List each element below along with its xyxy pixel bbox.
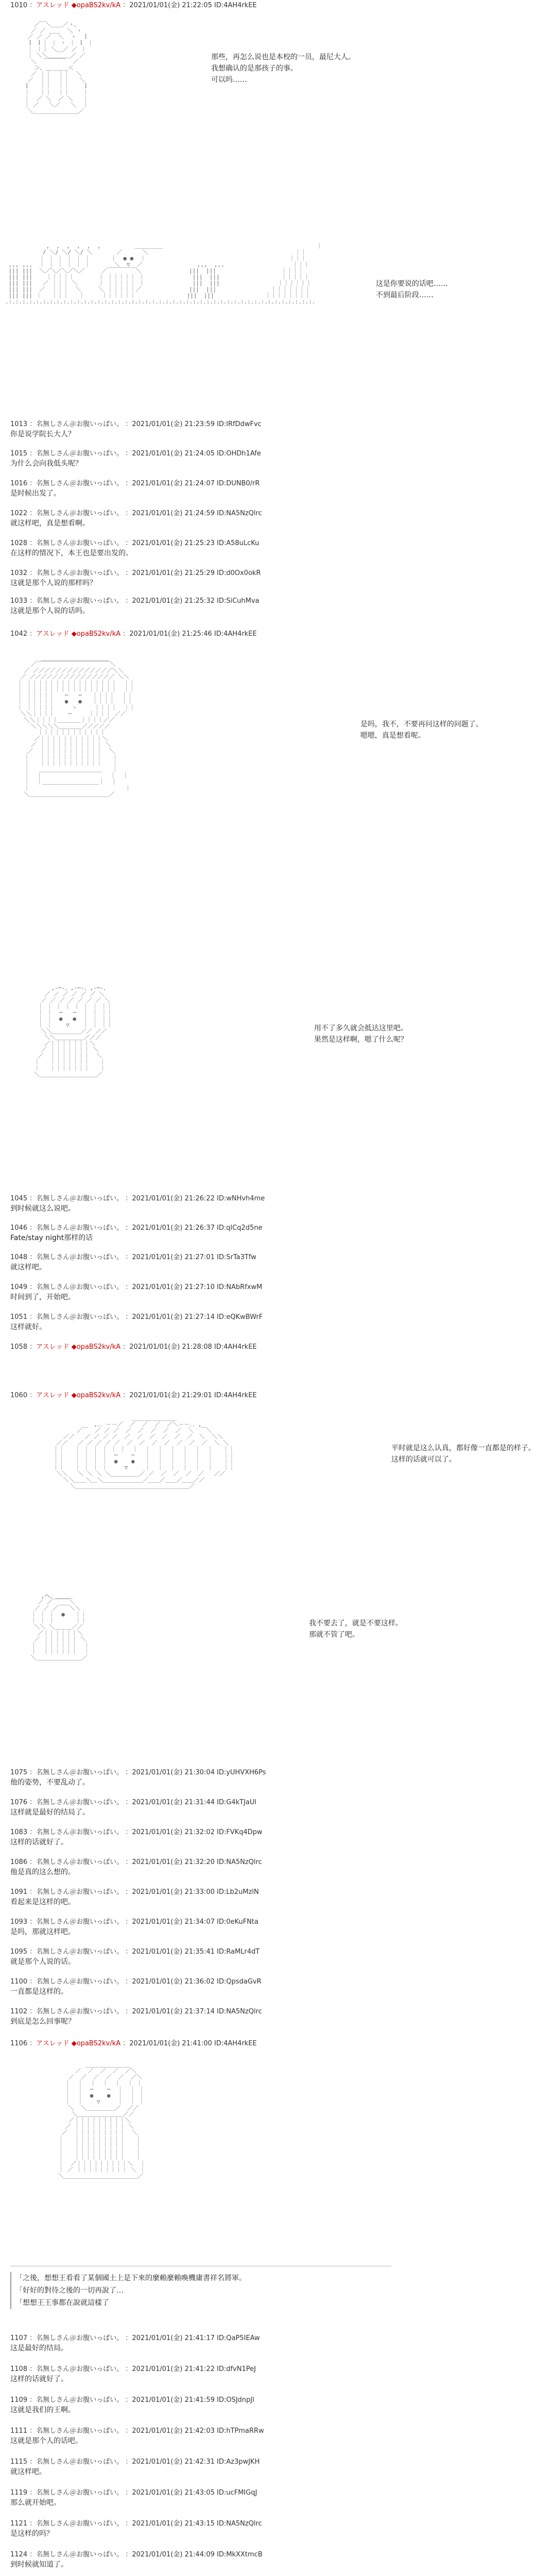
post-header: 1083 ：名無しさん＠お腹いっぱい。 ：2021/01/01(金) 21:32:02 ID:FVKq4Dpw <box>10 1828 263 1836</box>
post-message: 那么就开始吧。 <box>10 2499 61 2507</box>
post-message: 就这样吧。 <box>10 2468 46 2476</box>
post-header: 1121 ：名無しさん＠お腹いっぱい。 ：2021/01/01(金) 21:43:15 ID:NA5NzQlrc <box>10 2520 262 2528</box>
post-header: 1058 ：アスレッド ◆opaBS2kv/kA ：2021/01/01(金) 21:28:08 ID:4AH4rkEE <box>10 1343 257 1351</box>
post-header: 1100 ：名無しさん＠お腹いっぱい。 ：2021/01/01(金) 21:36:02 ID:QpsdaGvR <box>10 1978 262 1986</box>
post-header: 1048 ：名無しさん＠お腹いっぱい。 ：2021/01/01(金) 21:27:01 ID:SrTa3Tfw <box>10 1253 256 1261</box>
ascii-art-figure: ,-─-、,-─-、,-─-、 ／ ／ ／ ／ ／ ／ ＼ ／ ／ ／ ／ ／ ／ ／ ＼ ｜ ｜ ｜ ｜ ｜ ｜ ｜ ｜｜ ｜ ｜ ─ ─ ｜ ｜ ｜｜ ｜ ｜ ● ● ｜ ｜ ｜｜ ｜ ｜ ▽ ｜ ｜ ｜｜ ＼＼＿＿＿＿＿／／ ／／ ＼＼＿＿＿＿＿／／／ ／｜｜｜｜｜｜｜＼ ／ ｜｜｜｜｜｜｜ ＼ ／ ｜｜｜｜｜｜｜ ＼ ｜ ｜｜｜｜｜｜｜ ｜ ｜ ｜｜｜｜｜｜｜ ｜ ＼＿＿＿＿＿＿＿＿＿＿／ <box>34 985 113 1078</box>
dialogue-block: 我不要去了，就是不要这样。 那就不管了吧。 <box>309 1619 403 1639</box>
ascii-art-figure: ＿＿＿＿＿＿＿＿ ／ ／ ／ ／ ／＼ ／ ／ ／ ／ ／ ／＼ ｜ ｜ ｜ ｜ ｜ ｜ ｜ ｜ ｜ ─ ─ ｜ ｜ ｜ ｜ ｜ ● ● ｜ ｜ ｜ ｜ ｜ ▽ ｜ ｜ ｜ ＼ ＼＿＿＿＿＿／ ／／ ＼＿＿＿＿＿＿＿＿／／ ／｜｜｜｜｜｜｜｜｜＼ ／ ｜｜｜｜｜｜｜｜｜ ＼ ／ ｜｜｜｜｜｜｜｜｜ ＼ ｜ ｜｜｜｜｜｜｜｜｜ ｜ ｜ ｜｜｜｜｜｜｜｜｜ ｜ ｜ ｜｜｜｜｜｜｜｜｜ ｜ ｜ ｜｜｜｜｜｜｜｜｜ ｜ ｜ ／｜｜｜｜｜｜｜｜｜＼ ｜ ｜ ／ ｜｜｜｜｜｜｜｜｜ ＼ ｜ ＼＿＿＿＿＿＿＿＿＿＿＿＿＿／ <box>58 2061 146 2179</box>
post-header: 1076 ：名無しさん＠お腹いっぱい。 ：2021/01/01(金) 21:31:44 ID:G4kTJaUl <box>10 1799 257 1806</box>
post-header: 1124 ：名無しさん＠お腹いっぱい。 ：2021/01/01(金) 21:44:09 ID:MkXXtmcB <box>10 2551 263 2558</box>
post-message: 这样的话就好了。 <box>10 1838 68 1846</box>
post-message: 这样的话就好了。 <box>10 2375 68 2383</box>
post-message: 是这样的吗？ <box>10 2530 54 2538</box>
post-header: 1093 ：名無しさん＠お腹いっぱい。 ：2021/01/01(金) 21:34:07 ID:0eKuFNta <box>10 1918 259 1926</box>
dialogue-block: 用不了多久就会抵达这里吧。 果然是这样啊，嗯了什么呢？ <box>314 1024 408 1044</box>
post-message: 到时候就知道了。 <box>10 2561 68 2569</box>
post-header: 1108 ：名無しさん＠お腹いっぱい。 ：2021/01/01(金) 21:41:22 ID:dfvN1PeJ <box>10 2365 256 2373</box>
post-message: 就这样吧，真是想看啊。 <box>10 519 90 528</box>
post-header: 1010 ：アスレッド ◆opaBS2kv/kA ：2021/01/01(金) 21:22:05 ID:4AH4rkEE <box>10 2 257 9</box>
post-header: 1109 ：名無しさん＠お腹いっぱい。 ：2021/01/01(金) 21:41:59 ID:OSJdnpJl <box>10 2396 254 2404</box>
post-message: 就是那个人说的话。 <box>10 1958 75 1966</box>
post-header: 1106 ：アスレッド ◆opaBS2kv/kA ：2021/01/01(金) 21:41:00 ID:4AH4rkEE <box>10 2040 257 2047</box>
post-header: 1046 ：名無しさん＠お腹いっぱい。 ：2021/01/01(金) 21:26:37 ID:qlCq2d5ne <box>10 1224 263 1232</box>
post-message: 这样就是最好的结局了。 <box>10 1808 90 1817</box>
post-header: 1032 ：名無しさん＠お腹いっぱい。 ：2021/01/01(金) 21:25:29 ID:d0Ox0okR <box>10 569 261 577</box>
post-message: 这样就好。 <box>10 1323 46 1331</box>
post-header: 1107 ：名無しさん＠お腹いっぱい。 ：2021/01/01(金) 21:41:17 ID:QaP5IEAw <box>10 2334 260 2342</box>
post-message: 这就是我们的王啊。 <box>10 2406 75 2414</box>
post-header: 1111 ：名無しさん＠お腹いっぱい。 ：2021/01/01(金) 21:42:03 ID:hTPmaRRw <box>10 2427 264 2435</box>
post-message: 看起来是这样的吧。 <box>10 1898 75 1906</box>
post-message: 这就是那个人的话吧。 <box>10 2437 82 2445</box>
dialogue-block: 这是你要说的话吧…… 不到最后阶段…… <box>376 280 448 299</box>
ascii-art-scene: , , , , , , ＿＿＿＿＿ ｜ / ＼/ ＼/ ＼/ ＼ ／ ＼ ｜｜ ｜ ｜ ｜ ｜ ｜ ｜ ｜ ● ● ｜ ｜｜｜ ,,, ,,, ｜ ｜ ｜ ｜ ｜ ｜ ＼ ▽ ／ ,,, ,,, ｜｜｜ ||| ||| ＼／＼／＼／＼／ ／￣￣￣￣￣＼ ||| ||| ｜｜｜｜ ||| ||| ｜｜｜｜｜ ｜ ｜｜｜｜｜ ｜ ||| ||| ｜｜｜｜｜ ||| ||| ／ ｜｜｜ ＼ ｜ ｜｜｜｜｜ ｜ ||| ||| ｜｜｜｜｜｜ ||| ||| ／ ｜｜｜ ＼ ＼ ｜｜｜｜｜／ ||| ||| ｜｜｜｜｜｜｜ ||| ||| ｜ ｜｜｜ ｜ ｜｜｜｜｜｜ ||| ||| ｜｜｜｜｜｜｜｜ .:.:.:.:.:.:.:.:.:.:.:.:.:.:.:.:.:.:.:.:.:.:.:.:.:.:.:.:.:.:.:.:.:.:.:.:.:.:.:.:.:.:.:.:.:. <box>5 243 322 305</box>
post-header: 1022 ：名無しさん＠お腹いっぱい。 ：2021/01/01(金) 21:24:59 ID:NA5NzQlrc <box>10 510 262 517</box>
post-header: 1119 ：名無しさん＠お腹いっぱい。 ：2021/01/01(金) 21:43:05 ID:ucFMIGqJ <box>10 2489 257 2497</box>
post-header: 1086 ：名無しさん＠お腹いっぱい。 ：2021/01/01(金) 21:32:20 ID:NA5NzQlrc <box>10 1858 262 1866</box>
post-message: Fate/stay night那样的话 <box>10 1234 93 1242</box>
post-header: 1045 ：名無しさん＠お腹いっぱい。 ：2021/01/01(金) 21:26:22 ID:wNHvh4me <box>10 1195 265 1202</box>
post-message: 他是真的这么想的。 <box>10 1868 75 1876</box>
post-header: 1013 ：名無しさん＠お腹いっぱい。 ：2021/01/01(金) 21:23:59 ID:lRfDdwFvc <box>10 420 262 428</box>
post-header: 1075 ：名無しさん＠お腹いっぱい。 ：2021/01/01(金) 21:30:04 ID:yUHVXH6Ps <box>10 1769 266 1776</box>
post-message: 你是说学院长大人？ <box>10 430 75 438</box>
post-header: 1016 ：名無しさん＠お腹いっぱい。 ：2021/01/01(金) 21:24:07 ID:DUNB0/rR <box>10 480 260 487</box>
post-message: 是时候出发了。 <box>10 489 61 498</box>
post-message: 这是最好的结局。 <box>10 2344 68 2352</box>
ascii-art-scene: ＿＿＿＿＿＿＿＿ ,．．－－／ ／ ／ ／ ／＼－－．．, ／￣ ／ ／ ／ ／ ／ ／ ／ ／ ＼ ￣＼ ／／ ／ ／ ／ ／ ／ ／ ／ ／ ／ ／ ＼ ＼＼ ／／ ／ ／ ／ ／ ／ ／ ／ ／ ／ ／ ／ ／ ＼ ＼ ｜｜ ｜ ｜ ｜ ｜ ｜ ｜ ｜ ｜ ｜ ｜ ｜ ｜ ｜ ｜｜ ｜｜ ｜ ｜ ｜ ｜ ─ ─ ｜ ｜ ｜ ｜ ｜ ｜ ｜｜ ｜｜ ｜ ｜ ｜ ｜ ● ● ｜ ｜ ｜ ｜ ｜ ｜ ｜｜ ｜｜ ｜ ｜ ｜ ｜ ▽ ｜ ｜ ｜ ｜ ｜ ｜ ｜｜ ＼＼ ＼ ＼ ＼ ＼＿＿＿＿＿／ ／ ／ ／ ／ ／ ／／ ＼＼＿＿＼＿＼＿＿＿＿＿＿＿／＿＿／＿＿／＿＿／／ ＼＿＿＿＿＿＿＿＿＿＿＿＿＿＿＿＿＿＿＿＿／ <box>53 1415 235 1489</box>
ascii-art-figure: ＿＿＿＿＿＿＿＿＿＿＿＿ ／￣￣￣￣￣￣￣￣￣￣￣￣￣＼ ／ ／／／／／／／／／／／／／／＼＼ ／ ／／／／／／／／／／／／／／／ ＼＼ ｜ ｜｜｜｜｜｜｜｜｜｜｜｜｜｜｜｜ ｜｜ ｜ ｜｜｜｜｜｜｜｜｜｜｜｜｜｜｜｜ ｜｜ ｜ ｜｜｜｜｜ ─ ─ ｜｜｜｜ ｜｜ ｜ ｜｜｜｜｜ ● ● ｜｜｜｜ ｜｜ ｜ ｜｜｜｜｜ ヽ ｜｜｜｜ ｜｜ ＼＼｜｜｜｜ ─ ｜｜｜｜ ／／ ＼＼｜｜｜｜＿＿＿＿｜｜｜｜／／ ＼＼＼＼＼＿＿＿＿／／／／／ ｜｜｜｜｜｜｜｜｜｜｜｜ ／｜｜｜｜｜｜｜｜｜｜｜＼ ／ ｜｜｜｜｜｜｜｜｜｜｜ ＼ ／ ｜｜｜｜｜｜｜｜｜｜｜ ＼ ｜ ｜｜｜｜｜｜｜｜｜｜｜ ｜ ｜ ｜｜｜｜｜｜｜｜｜｜｜ ｜ ｜ ＿＿＿＿＿＿＿＿＿＿＿ ｜ ｜ ｜ ｜ ｜ ｜ ｜＿＿＿＿＿＿＿＿＿＿｜ ｜ ｜ ｜ ＼＿＿＿＿＿＿＿＿＿＿＿＿＿＿／ <box>17 655 135 798</box>
post-message: 为什么会向我低头呢？ <box>10 460 82 468</box>
ascii-art-figure: ,ヘ、＿＿＿ ／ ／￣￣￣＼ ／ ／ ／￣￣＼＼ ｜ ｜ ｜ ● ｜｜ ｜ ｜ ｜ ｜｜ ＼＼ ＼＿＿＿／／ ／｜｜｜｜｜｜＼ ／ ｜｜｜｜｜｜ ＼ ｜ ｜｜｜｜｜｜ ｜ ｜ ｜｜｜｜｜｜ ｜ ＼＿＿＿＿＿＿＿＿／ <box>30 1592 90 1661</box>
post-header: 1115 ：名無しさん＠お腹いっぱい。 ：2021/01/01(金) 21:42:31 ID:Az3pwJKH <box>10 2458 260 2466</box>
post-header: 1033 ：名無しさん＠お腹いっぱい。 ：2021/01/01(金) 21:25:32 ID:SiCuhMva <box>10 597 259 605</box>
post-message: 就这样吧。 <box>10 1263 46 1272</box>
post-header: 1102 ：名無しさん＠お腹いっぱい。 ：2021/01/01(金) 21:37:14 ID:NA5NzQlrc <box>10 2008 262 2015</box>
post-message: 是吗，那就这样吧。 <box>10 1928 75 1936</box>
post-header: 1095 ：名無しさん＠お腹いっぱい。 ：2021/01/01(金) 21:35:41 ID:RaMLr4dT <box>10 1948 260 1956</box>
post-header: 1051 ：名無しさん＠お腹いっぱい。 ：2021/01/01(金) 21:27:14 ID:eQKwBWrF <box>10 1313 263 1321</box>
post-message: 时间到了，开始吧。 <box>10 1293 75 1301</box>
post-message: 这就是那个人说的那样吗？ <box>10 579 97 587</box>
post-message: 他的姿势，不要乱动了。 <box>10 1778 90 1787</box>
ascii-art-figure: ／￣＼＿＿／ヽ、 ／ ／ ＿＿ ＼ ヽ ／ ／ ／ ＼ ヽ ｌ ｌ ｌ｜ ｜ ・ ｜ ｌ ｜ ｜ ｜｜ ＼＿／ ／ ｜ ｜ ＼＼＿＿＿＿／ ／ ＼ ￣￣￣￣ ／ ＞、＿＿＿＿＜ ／ ｜｜ ｜｜ ＼ ／ ｜｜ ｜｜ ＼ ｌ ｜｜ ｜｜ ｌ ｜ ｜｜ ｜｜ ｜ ｜ ／ ＼ ／ ＼ ｜ ｜ ／ ＼／ ＼ ｜ ＼＿＿＿＿＿＿＿＿／ <box>24 21 93 114</box>
dialogue-block: 平时就是这么认真，都好像一直都是的样子。 这样的话就可以了。 <box>391 1444 535 1464</box>
post-message: 到底是怎么回事呢？ <box>10 2018 75 2026</box>
dialogue-block: 是吗，我不，不要再问这样的问题了。 嗯嗯，真是想看呢。 <box>360 720 483 740</box>
post-message: 到时候就这么说吧。 <box>10 1205 75 1213</box>
narration-box: 「之後，想想王看看了某個國土上是下來的麼賴麼賴喚機庸書祥名將軍。 「好好的對待之後的一切再說了… 「想想王王事都在說就這樣了 <box>10 2272 246 2309</box>
post-message: 在这样的情况下，本王也是要出发的。 <box>10 549 133 557</box>
post-header: 1060 ：アスレッド ◆opaBS2kv/kA ：2021/01/01(金) 21:29:01 ID:4AH4rkEE <box>10 1392 257 1399</box>
post-header: 1049 ：名無しさん＠お腹いっぱい。 ：2021/01/01(金) 21:27:10 ID:NAbRfxwM <box>10 1283 263 1291</box>
post-header: 1091 ：名無しさん＠お腹いっぱい。 ：2021/01/01(金) 21:33:00 ID:Lb2uMzlN <box>10 1888 259 1896</box>
post-header: 1015 ：名無しさん＠お腹いっぱい。 ：2021/01/01(金) 21:24:05 ID:OHDh1Afe <box>10 450 261 457</box>
post-message: 一直都是这样的。 <box>10 1988 68 1996</box>
post-header: 1042 ：アスレッド ◆opaBS2kv/kA ：2021/01/01(金) 21:25:46 ID:4AH4rkEE <box>10 630 257 638</box>
dialogue-block: 那些，再怎么说也是本校的一员，最尼大人。 我想确认的是那孩子的事。 可以吗…… <box>211 53 355 84</box>
post-message: 这就是那个人说的话吗。 <box>10 607 90 615</box>
post-header: 1028 ：名無しさん＠お腹いっぱい。 ：2021/01/01(金) 21:25:23 ID:A58uLcKu <box>10 539 259 547</box>
